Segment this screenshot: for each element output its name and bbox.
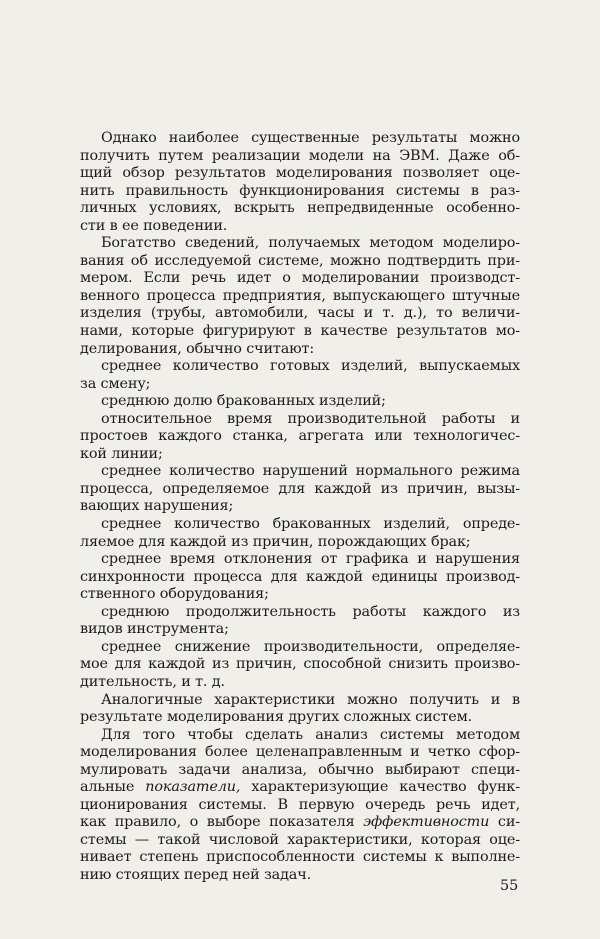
text-line: Аналогичные характеристики можно получить и в <box>101 691 520 708</box>
text-line: относительное время производительной работы и <box>101 410 520 427</box>
text-line: среднюю продолжительность работы каждого из <box>101 603 520 620</box>
text-line: моделирования более целенаправленным и четко сфор- <box>80 744 520 761</box>
text-line: ционирования системы. В первую очередь речь идет, <box>80 796 520 813</box>
text-line: кой линии; <box>80 445 163 462</box>
text-line: венного процесса предприятия, выпускающего штучные <box>80 287 520 304</box>
text-line: среднее количество нарушений нормального режима <box>101 463 520 480</box>
page-number: 55 <box>500 878 519 894</box>
text-line: ственного оборудования; <box>80 586 269 603</box>
text-line: делирования, обычно считают: <box>80 340 315 357</box>
text-line: среднее количество готовых изделий, выпускаемых <box>101 358 520 375</box>
text-line: нить правильность функционирования системы в раз- <box>80 182 520 199</box>
text-line: как правило, о выборе показателя эффективности си- <box>80 814 520 831</box>
text-line: получить путем реализации модели на ЭВМ. Даже об- <box>80 147 520 164</box>
text-line: щий обзор результатов моделирования позволяет оце- <box>80 165 520 182</box>
text-line: мое для каждой из причин, способной снизить произво- <box>80 656 520 673</box>
text-line: дительность, и т. д. <box>80 673 225 690</box>
text-line: нивает степень приспособленности системы к выполне- <box>80 849 520 866</box>
text-line: среднее время отклонения от графика и нарушения <box>101 551 520 568</box>
body-text <box>80 130 520 885</box>
text-line: ляемое для каждой из причин, порождающих брак; <box>80 533 471 550</box>
text-line: нами, которые фигурируют в качестве результатов мо- <box>80 323 520 340</box>
text-line: личных условиях, вскрыть непредвиденные особенно- <box>80 200 520 217</box>
text-line: процесса, определяемое для каждой из причин, вызы- <box>80 480 520 497</box>
text-line: изделия (трубы, автомобили, часы и т. д.), то величи- <box>80 305 520 322</box>
text-line: за смену; <box>80 375 151 392</box>
text-line: среднее количество бракованных изделий, опреде- <box>101 516 520 533</box>
text-line: сти в ее поведении. <box>80 217 228 234</box>
text-line: результате моделирования других сложных систем. <box>80 709 473 726</box>
text-line: нию стоящих перед ней задач. <box>80 866 312 883</box>
text-line: Для того чтобы сделать анализ системы методом <box>101 726 520 743</box>
text-line: видов инструмента; <box>80 621 229 638</box>
text-line: Богатство сведений, получаемых методом моделиро- <box>101 235 520 252</box>
text-line: вания об исследуемой системе, можно подтвердить при- <box>80 252 520 269</box>
text-line: альные показатели, характеризующие качество функ- <box>80 779 520 796</box>
text-line: среднее снижение производительности, определяе- <box>101 638 520 655</box>
text-line: мером. Если речь идет о моделировании производст- <box>80 270 520 287</box>
text-line: синхронности процесса для каждой единицы производ- <box>80 568 520 585</box>
text-line: Однако наиболее существенные результаты можно <box>101 130 520 146</box>
text-line: стемы — такой числовой характеристики, которая оце- <box>80 831 520 848</box>
text-line: простоев каждого станка, агрегата или технологичес- <box>80 428 520 445</box>
text-line: среднюю долю бракованных изделий; <box>101 393 386 410</box>
text-line: вающих нарушения; <box>80 498 234 515</box>
text-line: мулировать задачи анализа, обычно выбирают специ- <box>80 761 520 778</box>
